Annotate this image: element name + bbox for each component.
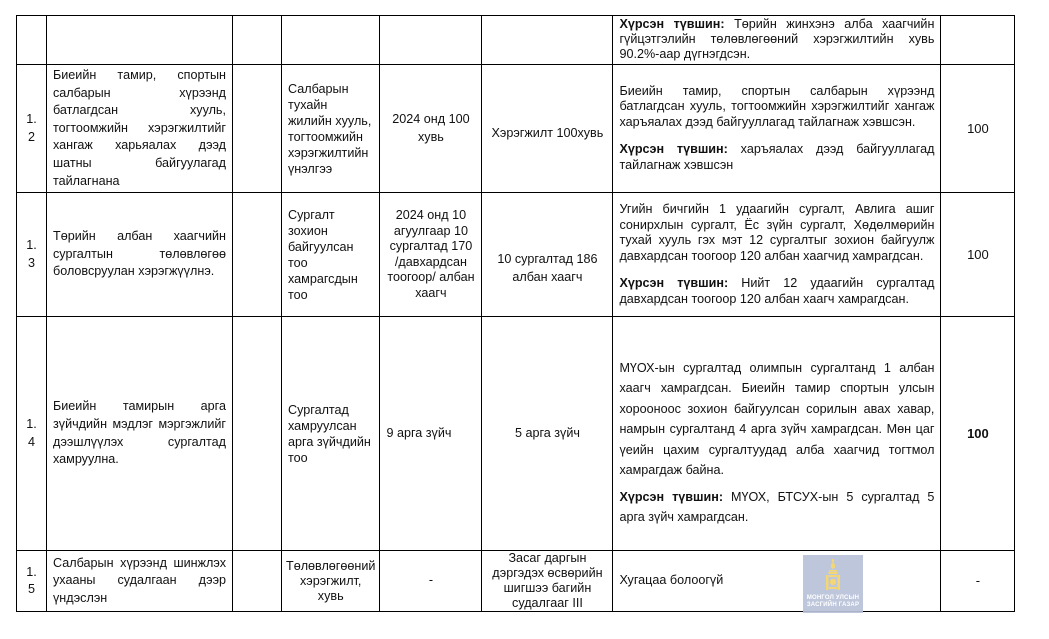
details-cell [613,16,941,65]
indicator-cell [282,16,380,65]
details-paragraph: Биеийн тамир, спортын салбарын хүрээнд батлагдсан хууль, тогтоомжийн хэрэгжилтийг хангаж харъяалах дээд байгууллагад тайлагнаж хэвшсэн. [619,83,935,129]
achieved-paragraph [619,17,934,62]
table-row [17,551,1015,612]
report-table [16,15,1015,612]
achieved-label: Хүрсэн түвшин: [619,276,729,291]
row-number: 1. 2 [17,65,47,193]
details-cell [613,65,941,193]
activity-cell [47,16,233,65]
blank-cell [233,16,282,65]
achieved-text: Төрийн жинхэнэ алба хаагчийн гүйцэтгэлийн төлөвлөгөөний хэрэгжилтийн хувь 90.2%-аар дүгнэгдсэн. [619,17,935,61]
achieved-text: МҮОХ, БТСУХ-ын 5 сургалтад 5 арга зүйч хамрагдсан. [619,489,935,525]
score-cell: - [941,551,1015,612]
watermark-line-2: ЗАСГИЙН ГАЗАР [806,602,860,608]
achieved-text: Нийт 12 удаагийн сургалтад давхардсан тоогоор 120 албан хаагч хамрагдсан. [619,276,935,306]
indicator-cell: Сургалт зохион байгуулсан тоо хамрагсдын тоо [282,193,380,317]
score-cell [941,16,1015,65]
table-row [17,16,1015,65]
row-number: 1. 4 [17,317,47,551]
target-cell [380,16,482,65]
activity-cell: Биеийн тамир, спортын салбарын хүрээнд батлагдсан хууль, тогтоомжийн хэрэгжилтийг хангаж харьяалах дээд шатны байгуулагад тайлагнана [47,65,233,193]
row-number: 1. 3 [17,193,47,317]
indicator-cell: Сургалтад хамруулсан арга зүйчдийн тоо [282,317,380,551]
indicator-cell: Салбарын тухайн жилийн хууль, тогтоомжийн хэрэгжилтийн үнэлгээ [282,65,380,193]
blank-cell [233,317,282,551]
result-cell: 5 арга зүйч [482,317,613,551]
government-watermark [803,555,863,613]
achieved-label: Хүрсэн түвшин: [619,17,725,31]
result-cell: 10 сургалтад 186 албан хаагч [482,193,613,317]
target-cell: - [380,551,482,612]
watermark-line-1: МОНГОЛ УЛСЫН [806,595,860,601]
result-cell [482,16,613,65]
soyombo-emblem-icon [824,559,842,593]
achieved-label: Хүрсэн түвшин: [619,489,724,504]
details-paragraph: Угийн бичгийн 1 удаагийн сургалт, Авлига ашиг сонирхлын сургалт, Ёс зүйн сургалт, Хөдөлмөрийн тухай хууль гэх мэт 12 сургалтыг зохион байгуулж давхардсан тоогоор 120 албан хаагчид хамрагдсан. [619,202,935,263]
blank-cell [233,193,282,317]
indicator-cell: Төлөвлөгөөний хэрэгжилт, хувь [282,551,380,612]
target-cell: 2024 онд 100 хувь [380,65,482,193]
activity-cell: Салбарын хүрээнд шинжлэх ухааны судалгаан дээр үндэслэн [47,551,233,612]
target-cell: 2024 онд 10 агуулгаар 10 сургалтад 170 /давхардсан тоогоор/ албан хаагч [380,193,482,317]
achieved-text: харъяалах дээд байгууллагад тайлагнаж хэвшсэн [619,142,935,172]
table-row [17,317,1015,551]
details-cell [613,193,941,317]
achieved-paragraph [619,276,934,307]
score-cell: 100 [941,193,1015,317]
result-cell: Засаг даргын дэргэдэх өсвөрийн шигшээ багийн судалгааг III [482,551,613,612]
activity-cell: Биеийн тамирын арга зүйчдийн мэдлэг мэргэжлийг дээшлүүлэх сургалтад хамруулна. [47,317,233,551]
row-number: 1. 5 [17,551,47,612]
row-number [17,16,47,65]
result-cell: Хэрэгжилт 100хувь [482,65,613,193]
activity-cell: Төрийн албан хаагчийн сургалтын төлөвлөгөө боловсруулан хэрэгжүүлнэ. [47,193,233,317]
table-row [17,193,1015,317]
score-cell: 100 [941,65,1015,193]
blank-cell [233,551,282,612]
score-cell: 100 [941,317,1015,551]
achieved-paragraph [619,487,934,528]
details-paragraph: МҮОХ-ын сургалтад олимпын сургалтанд 1 албан хаагч хамрагдсан. Биеийн тамир спортын улсын хорооноос зохион байгуулсан сорилын авах хавар, намрын сургалтанд 4 арга зүйч хамрагдсан. Мөн цаг үеийн цахим сургалтуудад алба хаагчид тогтмол хамрагдаж байна. [619,360,935,478]
achieved-label: Хүрсэн түвшин: [619,142,728,157]
details-paragraph: Хугацаа болоогүй [619,573,724,588]
details-cell [613,551,941,612]
target-cell: 9 арга зүйч [380,317,482,551]
table-row [17,65,1015,193]
blank-cell [233,65,282,193]
achieved-paragraph [619,142,934,173]
details-cell [613,317,941,551]
